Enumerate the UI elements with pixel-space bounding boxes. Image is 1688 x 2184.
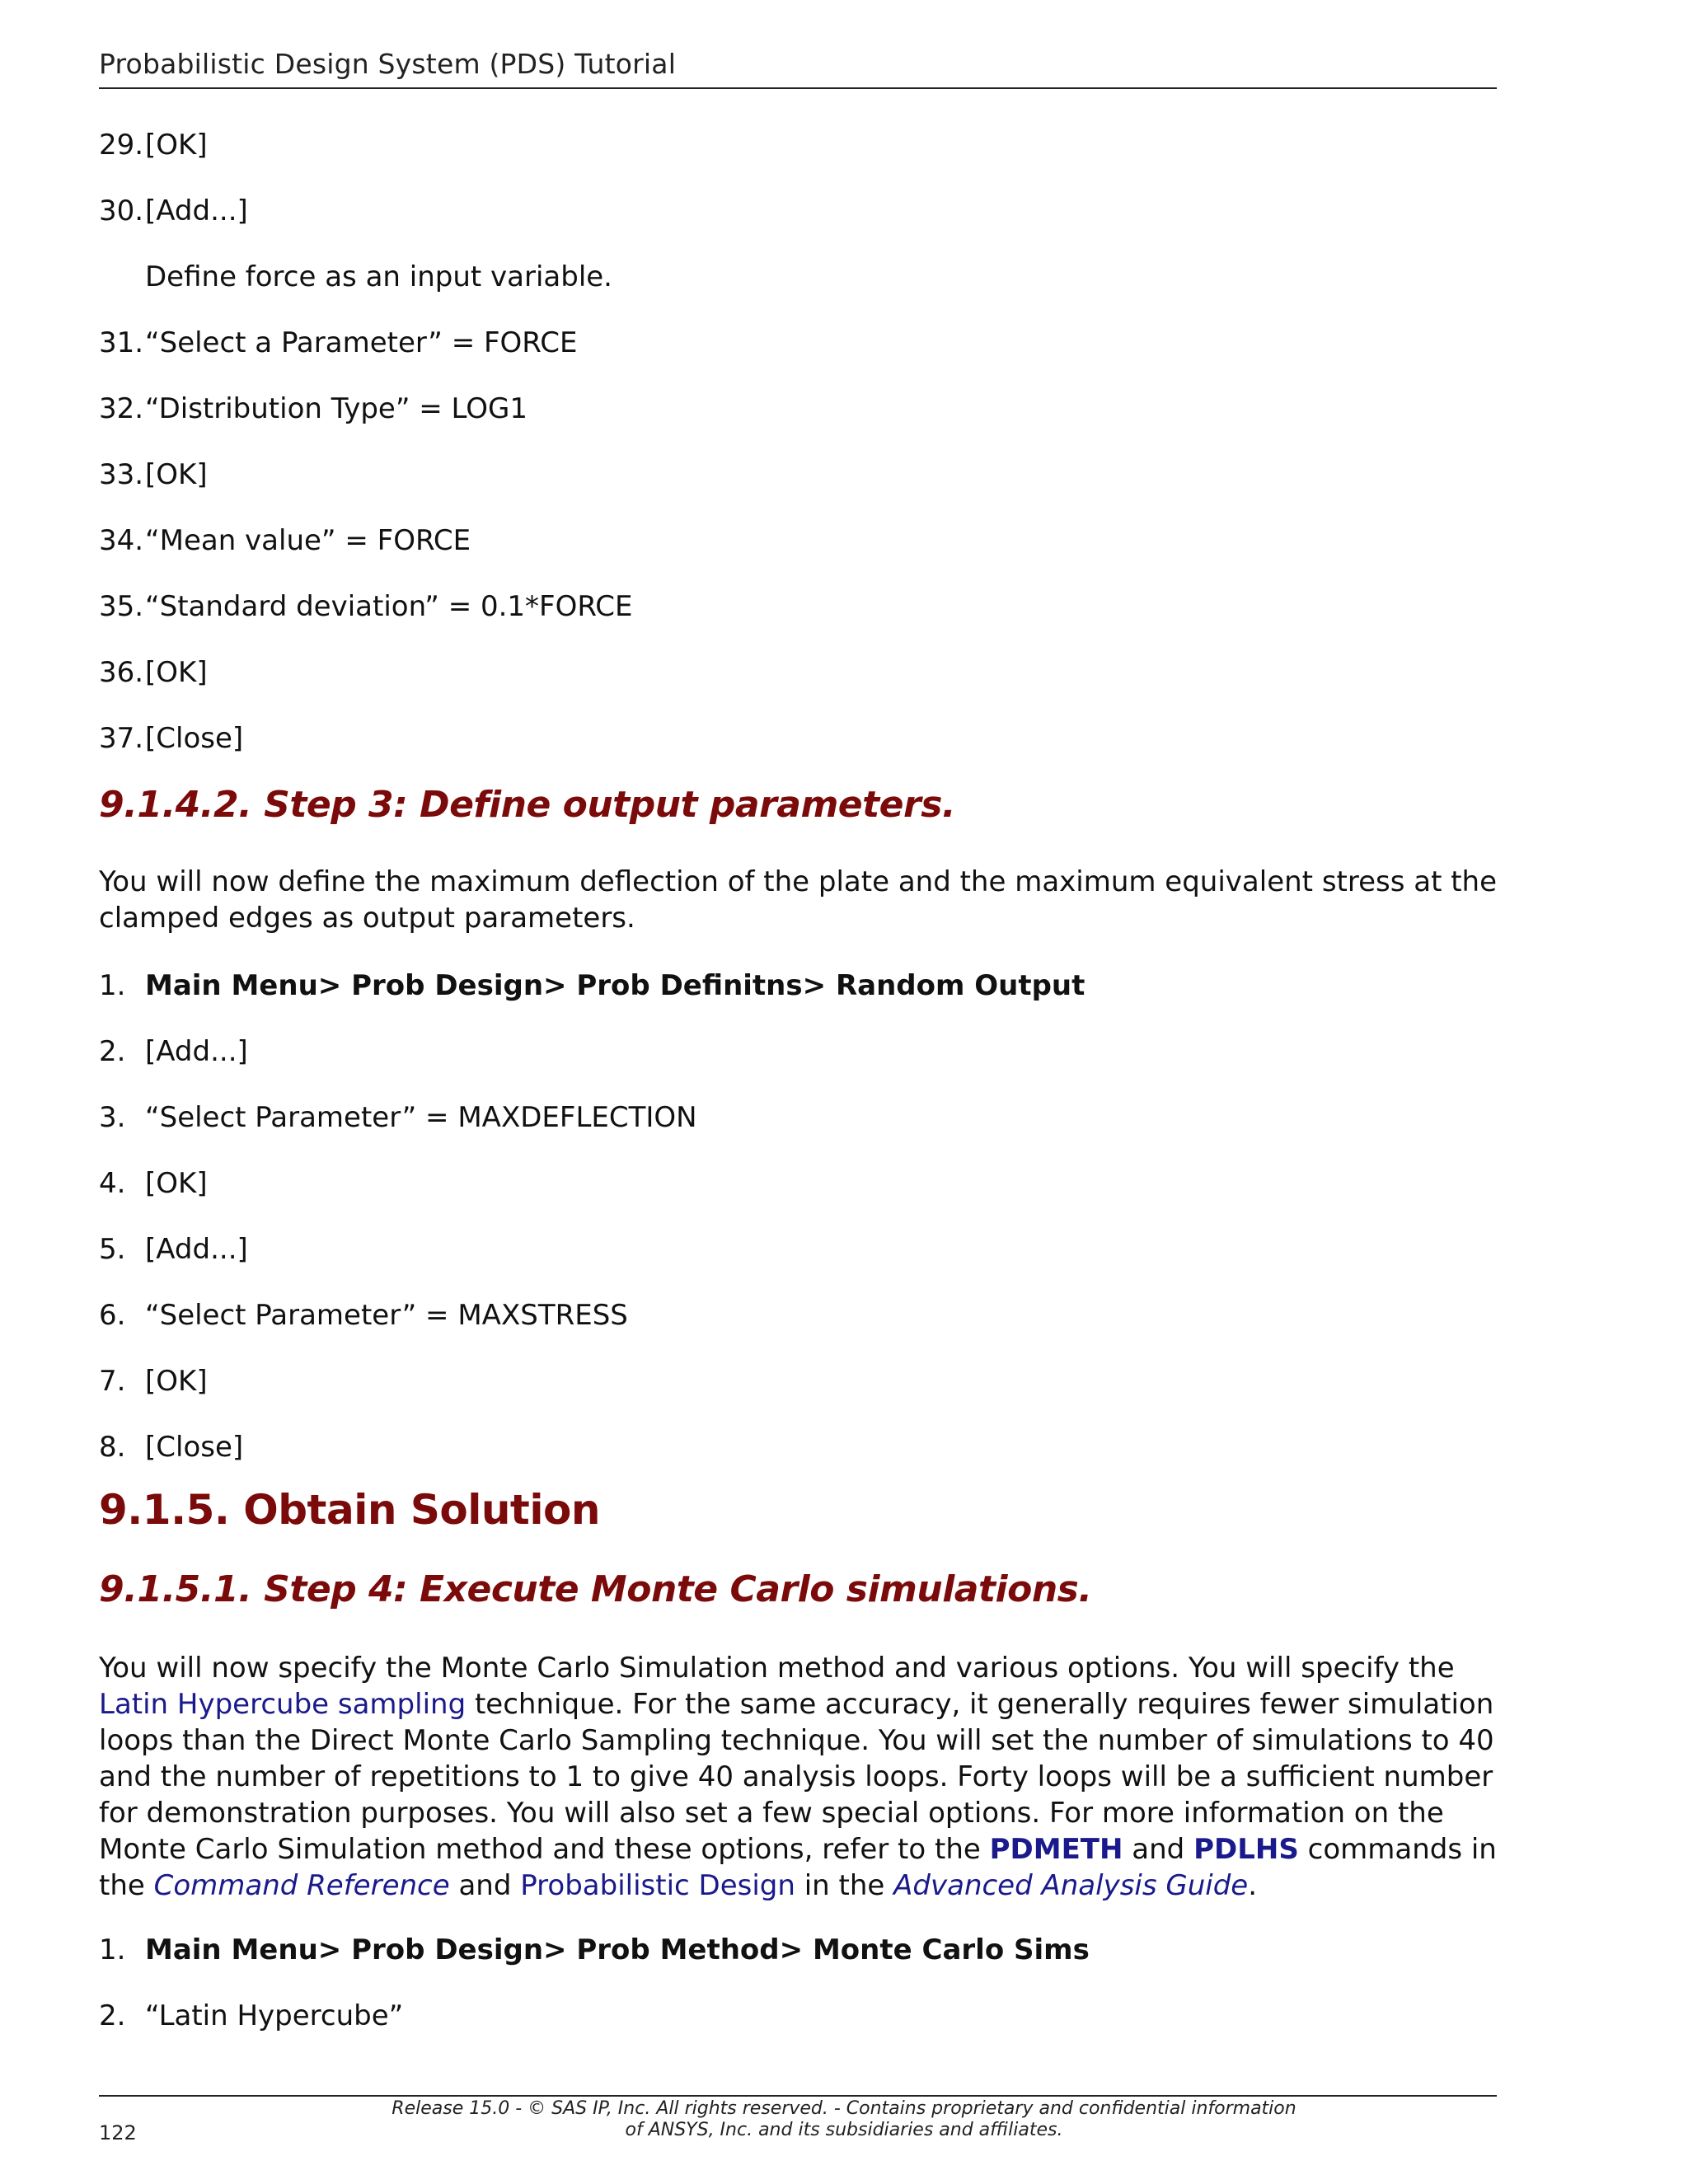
running-header: Probabilistic Design System (PDS) Tutorial [99,48,677,80]
list-item: 32.“Distribution Type” = LOG1 [99,392,528,425]
section-heading-step3: 9.1.4.2. Step 3: Define output parameters. [99,784,956,826]
list-item: 30.[Add...] [99,194,248,227]
link-pdmeth[interactable]: PDMETH [989,1833,1123,1866]
list-item: 37.[Close] [99,722,244,755]
list-item: 1. Main Menu> Prob Design> Prob Definitns> Random Output [99,969,1085,1002]
list-item: 7. [OK] [99,1365,208,1398]
list-item: 2. [Add...] [99,1035,248,1068]
list-item: 34.“Mean value” = FORCE [99,524,471,557]
list-item: 36.[OK] [99,656,208,689]
list-item: 33.[OK] [99,458,208,491]
link-latin-hypercube[interactable]: Latin Hypercube sampling [99,1688,467,1721]
link-pdlhs[interactable]: PDLHS [1193,1833,1299,1866]
list-item: 1. Main Menu> Prob Design> Prob Method> Monte Carlo Sims [99,1933,1090,1966]
page-number: 122 [99,2121,137,2144]
section-intro-step4: You will now specify the Monte Carlo Simulation method and various options. You will specify the Latin Hypercube sampling technique. For the same accuracy, it generally requires fewer simulation loops than the Direct Monte Carlo Sampling technique. You will set the number of simulations to 40 and the number of repetitions to 1 to give 40 analysis loops. Forty loops will be a sufficient number for demonstration purposes. You will also set a few special options. For more information on the Monte Carlo Simulation method and these options, refer to the PDMETH and PDLHS commands in the Command Reference and Probabilistic Design in the Advanced Analysis Guide. [99,1652,1497,1902]
section-heading-step4: 9.1.5.1. Step 4: Execute Monte Carlo simulations. [99,1568,1092,1610]
section-intro-step3: You will now define the maximum deflection of the plate and the maximum equivalent stress at the clamped edges as output parameters. [99,865,1498,935]
list-item: 8. [Close] [99,1431,244,1464]
list-item: 6. “Select Parameter” = MAXSTRESS [99,1299,628,1332]
list-item: 5. [Add...] [99,1233,248,1266]
footer-copyright: Release 15.0 - © SAS IP, Inc. All rights reserved. - Contains proprietary and confidential information of ANSYS, Inc. and its subsidiaries and affiliates. [392,2098,1296,2140]
link-command-reference[interactable]: Command Reference [153,1869,450,1902]
list-item: 2. “Latin Hypercube” [99,1999,404,2032]
footer-divider [99,2095,1497,2097]
section-heading-solution: 9.1.5. Obtain Solution [99,1486,600,1534]
link-probabilistic-design[interactable]: Probabilistic Design [520,1869,795,1902]
list-item: 3. “Select Parameter” = MAXDEFLECTION [99,1101,697,1134]
list-item: 31.“Select a Parameter” = FORCE [99,326,578,359]
list-item: 35.“Standard deviation” = 0.1*FORCE [99,590,633,623]
list-item: 4. [OK] [99,1167,208,1200]
link-advanced-analysis-guide[interactable]: Advanced Analysis Guide [893,1869,1249,1902]
header-divider [99,87,1497,89]
step-note: Define force as an input variable. [145,260,612,293]
list-item: 29.[OK] [99,129,208,162]
